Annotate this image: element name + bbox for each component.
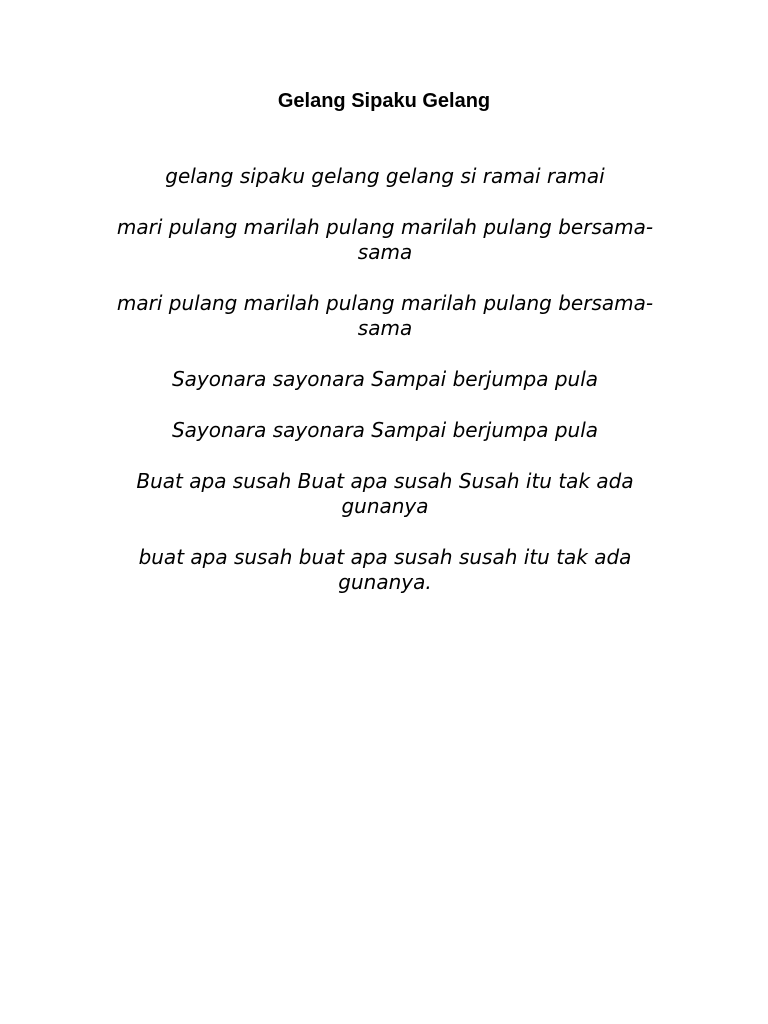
page-title: Gelang Sipaku Gelang [277,90,491,112]
lyric-line-5: Sayonara sayonara Sampai berjumpa pula [171,418,599,442]
lyric-line-1: gelang sipaku gelang gelang si ramai ramai [165,164,605,188]
lyrics-body [100,164,670,621]
lyric-line-6: Buat apa susah Buat apa susah Susah itu tak ada gunanya [136,469,634,518]
lyric-line-2: mari pulang marilah pulang marilah pulang bersama-sama [116,215,654,264]
lyric-line-4: Sayonara sayonara Sampai berjumpa pula [171,367,599,391]
lyric-line-7: buat apa susah buat apa susah susah itu tak ada gunanya. [138,545,632,594]
lyric-line-3: mari pulang marilah pulang marilah pulang bersama-sama [116,291,654,340]
